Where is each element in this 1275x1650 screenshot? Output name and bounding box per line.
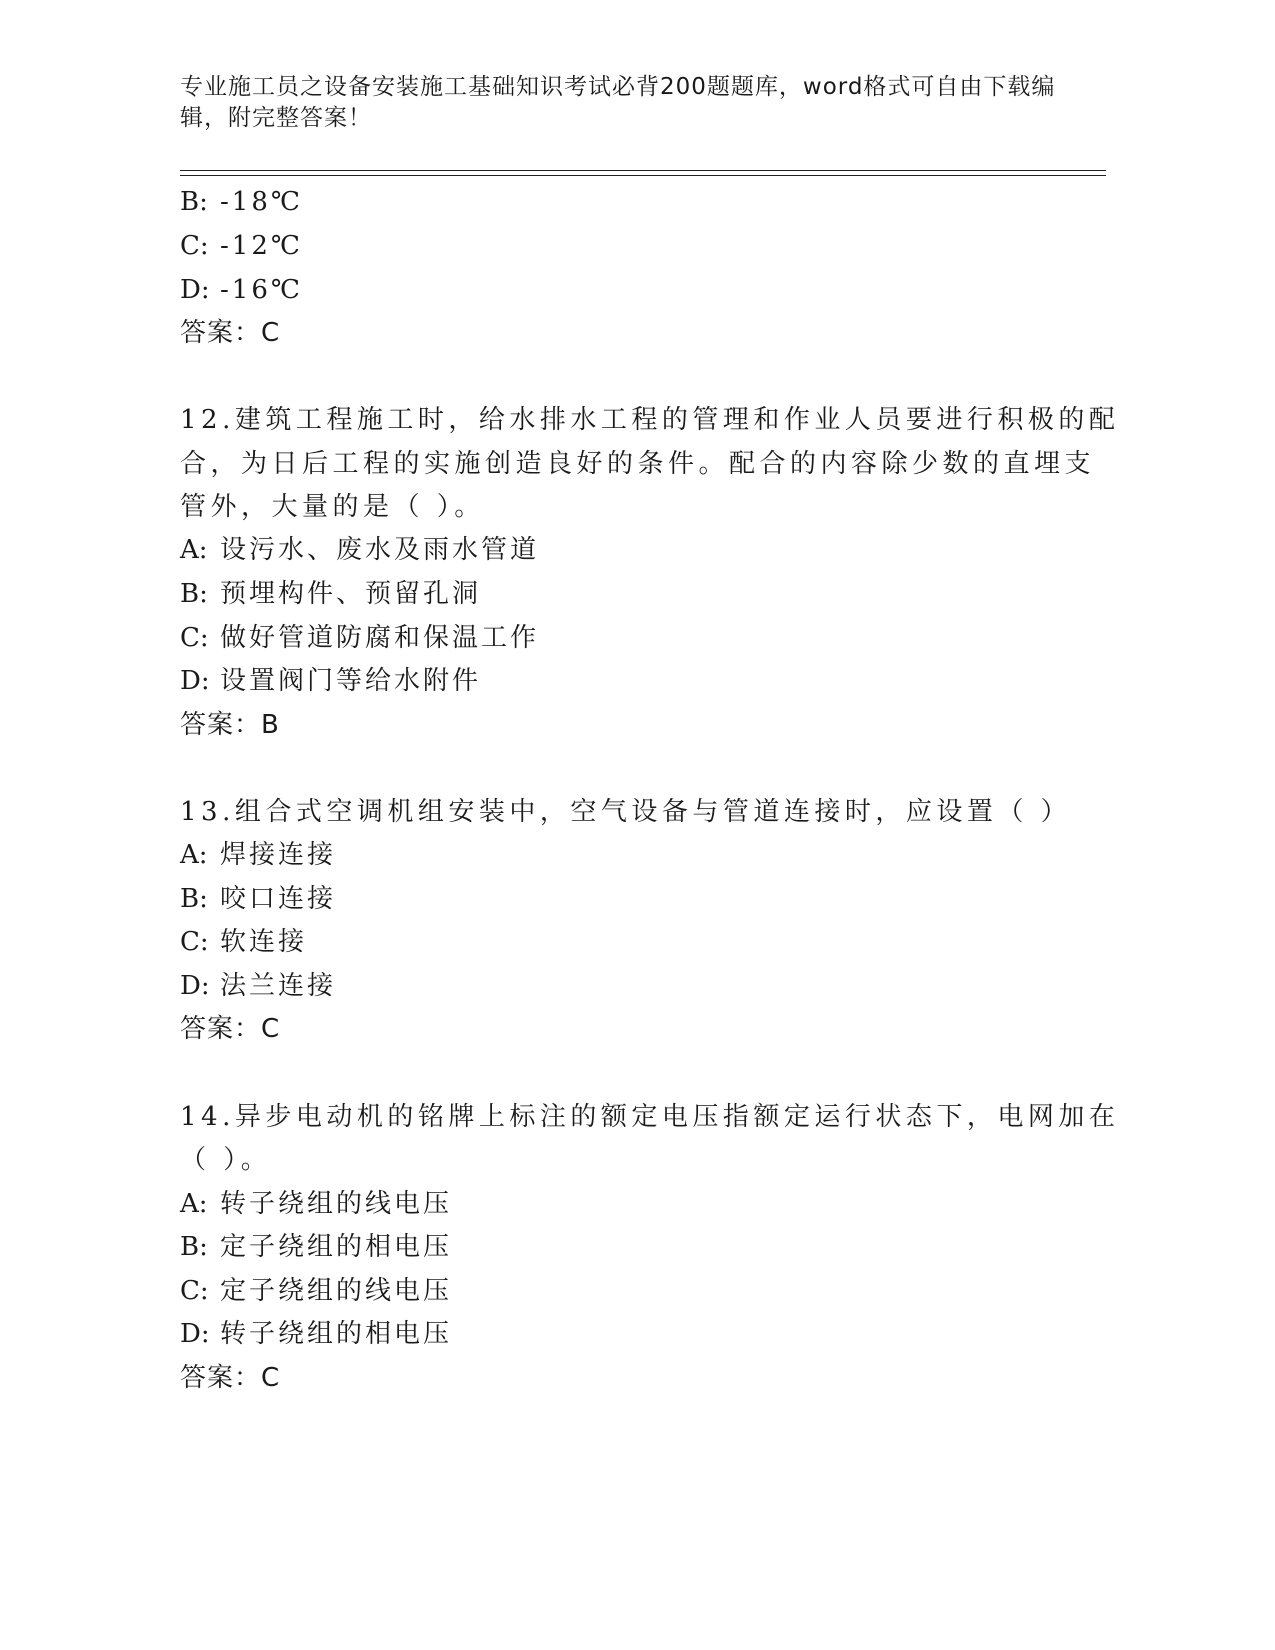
option-label: C: [180,623,209,653]
option-label: C: [180,1276,209,1306]
option-label: B: [180,187,208,217]
option-text: -18℃ [220,187,303,217]
option-text: 转子绕组的线电压 [220,1189,453,1219]
option-text: 焊接连接 [220,840,337,870]
option-text: 定子绕组的相电压 [220,1232,453,1262]
option-line [180,1229,452,1265]
option-line [180,620,539,656]
option-text: 法兰连接 [220,971,337,1001]
option-line [180,968,336,1004]
option-line [180,532,539,568]
answer-line: 答案：C [180,318,281,348]
answer-line: 答案：C [180,1363,281,1393]
option-line [180,1273,452,1309]
question-stem-line: 合，为日后工程的实施创造良好的条件。配合的内容除少数的直埋支 [180,449,1096,479]
answer-line: 答案：C [180,1014,281,1044]
option-line [180,576,481,612]
option-label: D: [180,971,210,1001]
question-stem-line: 管外，大量的是（ ）。 [180,492,485,522]
header-rule-top [180,170,1106,171]
option-label: C: [180,231,209,261]
option-text: -12℃ [220,231,303,261]
question-stem-line: （ ）。 [180,1145,272,1175]
option-line [180,1186,452,1222]
option-line [180,272,303,308]
option-label: D: [180,666,210,696]
option-label: B: [180,1232,208,1262]
option-text: 做好管道防腐和保温工作 [220,623,540,653]
option-label: A: [180,535,208,565]
option-label: C: [180,927,209,957]
header-rule-bottom [180,175,1106,176]
option-line [180,881,336,917]
option-text: 设置阀门等给水附件 [220,666,482,696]
option-label: B: [180,579,208,609]
answer-line: 答案：B [180,710,280,740]
option-line [180,924,307,960]
option-text: -16℃ [220,275,303,305]
option-text: 定子绕组的线电压 [220,1276,453,1306]
option-line [180,837,336,873]
option-text: 咬口连接 [220,884,337,914]
option-label: A: [180,1189,208,1219]
option-label: A: [180,840,208,870]
option-text: 预埋构件、预留孔洞 [220,579,482,609]
option-line [180,228,303,264]
option-line [180,663,481,699]
option-text: 转子绕组的相电压 [220,1319,453,1349]
option-line [180,184,303,220]
question-stem-line: 12.建筑工程施工时，给水排水工程的管理和作业人员要进行积极的配 [180,405,1120,435]
question-stem-line: 14.异步电动机的铭牌上标注的额定电压指额定运行状态下，电网加在 [180,1102,1120,1132]
option-line [180,1316,452,1352]
document-header-title: 专业施工员之设备安装施工基础知识考试必背200题题库，word格式可自由下载编辑，附完整答案！ [180,74,1056,131]
option-label: D: [180,1319,210,1349]
option-label: B: [180,884,208,914]
option-text: 软连接 [220,927,308,957]
option-label: D: [180,275,210,305]
option-text: 设污水、废水及雨水管道 [220,535,540,565]
question-stem-line: 13.组合式空调机组安装中，空气设备与管道连接时，应设置（ ） [180,797,1072,827]
